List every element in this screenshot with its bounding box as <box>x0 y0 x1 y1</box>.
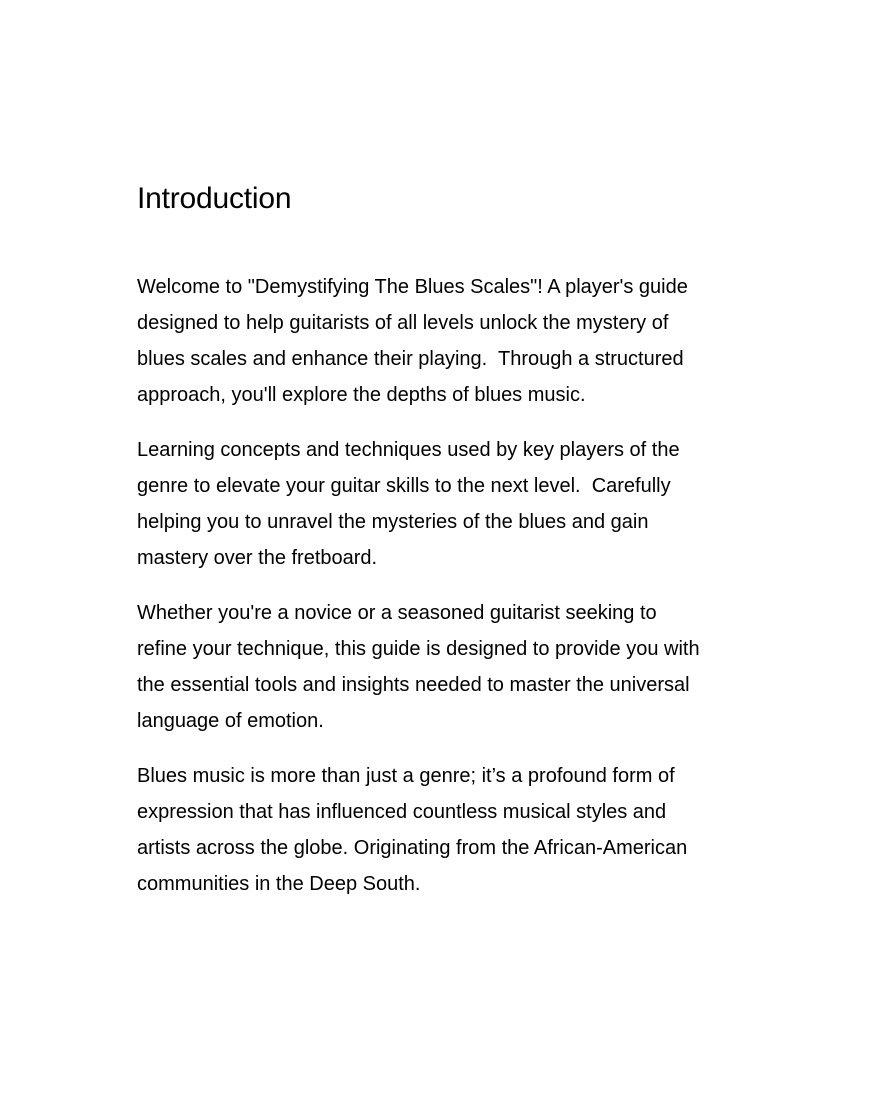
document-page <box>137 180 762 921</box>
paragraph-line: genre to elevate your guitar skills to the next level. Carefully <box>137 475 671 497</box>
paragraph-welcome <box>137 269 762 413</box>
paragraph-line: blues scales and enhance their playing. Through a structured <box>137 348 684 370</box>
section-heading: Introduction <box>137 182 292 215</box>
paragraph-line: approach, you'll explore the depths of blues music. <box>137 384 586 406</box>
paragraph-line: mastery over the fretboard. <box>137 547 378 569</box>
paragraph-line: helping you to unravel the mysteries of the blues and gain <box>137 511 649 533</box>
paragraph-blues-music <box>137 758 762 902</box>
paragraph-line: communities in the Deep South. <box>137 873 421 895</box>
paragraph-whether <box>137 595 762 739</box>
paragraph-line: expression that has influenced countless musical styles and <box>137 801 667 823</box>
paragraph-line: refine your technique, this guide is designed to provide you with <box>137 638 700 660</box>
paragraph-line: language of emotion. <box>137 710 324 732</box>
paragraph-line: Learning concepts and techniques used by key players of the <box>137 439 680 461</box>
paragraph-learning <box>137 432 762 576</box>
paragraph-line: Welcome to "Demystifying The Blues Scales"! A player's guide <box>137 276 688 298</box>
paragraph-line: designed to help guitarists of all levels unlock the mystery of <box>137 312 669 334</box>
paragraph-line: Whether you're a novice or a seasoned guitarist seeking to <box>137 602 657 624</box>
paragraph-line: the essential tools and insights needed to master the universal <box>137 674 690 696</box>
paragraph-line: artists across the globe. Originating from the African-American <box>137 837 688 859</box>
paragraph-line: Blues music is more than just a genre; it’s a profound form of <box>137 765 675 787</box>
